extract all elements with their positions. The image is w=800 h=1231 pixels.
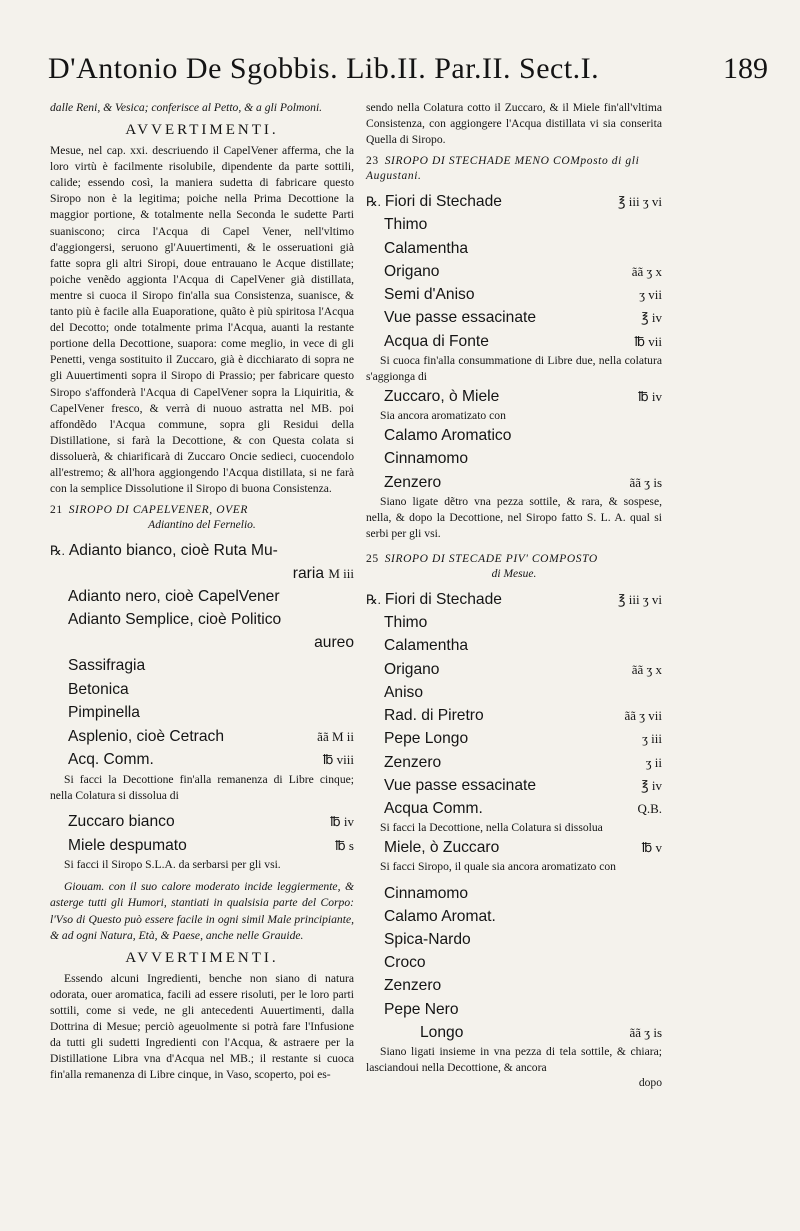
ingredient-row: [366, 471, 662, 494]
ingredient-row: [50, 748, 354, 772]
ingredient-qty: ℥ iv: [641, 777, 662, 793]
ingredient-row: [366, 634, 662, 657]
intro-text: dalle Reni, & Vesica; conferisce al Petto, & a gli Polmoni.: [50, 101, 323, 114]
ingredient-name: Adianto nero, cioè CapelVener: [68, 587, 280, 605]
ingredient-name: Pimpinella: [68, 704, 140, 722]
recipe-21-instructions-1: Si facci la Decottione fin'alla remanenza di Libre cinque; nella Colatura si dissolua di: [50, 772, 354, 802]
ingredient-row: [50, 585, 354, 609]
ingredient-name: Acqua di Fonte: [384, 332, 489, 350]
ingredient-row: [366, 611, 662, 634]
recipe-21-subtitle: Adiantino del Fernelio.: [148, 519, 256, 532]
ingredient-row: [366, 330, 662, 353]
ingredient-row: [366, 424, 662, 447]
ingredient-row: [366, 727, 662, 750]
ingredient-row: [50, 608, 354, 632]
ingredient-row: [366, 681, 662, 704]
ingredient-name: Longo: [420, 1023, 464, 1041]
ingredient-name: aureo: [314, 633, 354, 651]
ingredient-name: Vue passe essacinate: [384, 776, 536, 794]
ingredient-row: [366, 751, 662, 774]
ingredient-name: Thimo: [384, 614, 428, 632]
recipe-23-title: [366, 154, 662, 184]
ingredient-row: [50, 632, 354, 654]
recipe-symbol: ℞.: [366, 194, 381, 210]
recipe-21-title: [50, 503, 354, 533]
recipe-25-instructions-3: Siano ligati insieme in vna pezza di tela sottile, & chiara; lasciandoui nella Decottione, & ancora: [366, 1044, 662, 1075]
ingredient-row: [366, 974, 662, 997]
recipe-25-title: [366, 552, 662, 582]
recipe-25-subtitle: di Mesue.: [491, 568, 537, 581]
ingredient-qty: ℔ vii: [634, 333, 662, 349]
recipe-25-number: 25: [366, 553, 379, 566]
ingredient-name: Calamo Aromatico: [384, 427, 512, 445]
recipe-25-name: SIROPO DI STECADE PIV' COMPOSTO: [384, 553, 598, 566]
ingredient-row: [50, 563, 354, 585]
ingredient-qty: M iii: [328, 565, 354, 581]
ingredient-qty: ãã ʒ is: [629, 1024, 662, 1040]
ingredient-qty: ãã ʒ x: [631, 661, 662, 677]
ingredient-name: Asplenio, cioè Cetrach: [68, 727, 225, 745]
ingredient-name: Origano: [384, 660, 440, 678]
ingredient-name: Spica-Nardo: [384, 930, 471, 948]
recipe-21-name: SIROPO DI CAPELVENER, OVER: [68, 504, 249, 517]
ingredient-qty: ãã M ii: [317, 728, 354, 744]
ingredient-name: Adianto bianco, cioè Ruta Mu-: [68, 542, 278, 560]
ingredient-name: Miele, ò Zuccaro: [384, 839, 500, 857]
ingredient-name: Calamo Aromat.: [384, 907, 496, 925]
ingredient-name: Zenzero: [384, 473, 442, 491]
ingredient-qty: ℥ iv: [641, 310, 662, 326]
ingredient-row: [366, 658, 662, 681]
header-title: D'Antonio De Sgobbis. Lib.II. Par.II. Sect.I.: [48, 52, 600, 85]
recipe-25-instructions-2: Si facci Siropo, il quale sia ancora aromatizato con: [380, 860, 616, 874]
recipe-21-instructions-2: Si facci il Siropo S.L.A. da serbarsi per gli vsi.: [64, 858, 281, 872]
ingredient-row: [366, 283, 662, 306]
ingredient-qty: ʒ ii: [645, 754, 662, 770]
advertimenti-heading-1: AVVERTIMENTI.: [125, 122, 279, 139]
ingredient-row: [366, 882, 662, 905]
ingredient-row: [366, 704, 662, 727]
advertimenti-heading-2: AVVERTIMENTI.: [125, 949, 279, 966]
ingredient-qty: Q.B.: [637, 800, 662, 816]
recipe-25-ingredients: [366, 588, 662, 820]
recipe-23-number: 23: [366, 155, 379, 168]
ingredient-row: [50, 654, 354, 678]
ingredient-name: Pepe Nero: [384, 1000, 459, 1018]
ingredient-name: Zuccaro, ò Miele: [384, 387, 500, 405]
ingredient-name: Aniso: [384, 683, 424, 701]
ingredient-row: [50, 678, 354, 702]
recipe-23-instructions-1: Si cuoca fin'alla consummatione di Libre due, nella colatura s'aggionga di: [366, 353, 662, 383]
ingredient-qty: ãã ʒ vii: [624, 708, 662, 724]
ingredient-qty: ʒ iii: [642, 731, 662, 747]
ingredient-name: Acqua Comm.: [384, 799, 483, 817]
ingredient-qty: ℥ iii ʒ vi: [618, 592, 662, 608]
ingredient-name: Cinnamomo: [384, 450, 469, 468]
advertimenti-text-1: Mesue, nel cap. xxi. descriuendo il CapelVener afferma, che la loro virtù è facilmente risolubile, dipendente da parte sottili, calide; essendo così, la maniera sudetta di fabricare questo Siropo non è la legitima; poiche nella Prima Decottione la maggior portione, & totalmente nella Seconda le sudette Parti suaniscono; circa l'Acqua di Capel Vener, nell'vltimo d'aggiongersi, seruono gl'Auuertimenti, & le osseruationi già fatte sopra gli altri Siropi, doue entrauano le Acque distillate; poiche venẽdo aggionta l'Acqua di CapelVener già distillata, mentre si cuoca il Siropo fin'alla sua Consistenza, suanisce, & tanto più è facile alla Euaporatione, quãto è più spiritosa l'Acqua del Decotto; onde totalmente prima l'Acqua, auanti la restante portione della Decottione, suapora: come meglio, in vece di gli Penetti, venga sostituito il Zuccaro, già è dicchiarato di sopra ne gli Auuertimenti sopra il Siropo di Prassio; per fabricare questo Siropo s'affonderà l'Acqua di CapelVener sopra la Liquiritia, & CapelVener fresco, & verrà di nuouo astratta nel MB. poi affondẽdo l'Acqua commune, sopra gli Residui della Distillatione, si farà la Decottione, & con Questa colata si dissoluerà, & chiarificarà di Zuccaro Oncie sedieci, cuocendolo all'estremo; & all'hora aggiongendo l'Acqua distillata, si ne farà con la semplice Dissolutione il Siropo di buona Consistenza.: [50, 144, 354, 496]
ingredient-row: [50, 701, 354, 725]
ingredient-qty: ℔ s: [335, 837, 354, 853]
ingredient-name: Acq. Comm.: [68, 751, 154, 769]
catchword: dopo: [638, 1076, 662, 1090]
ingredient-row: [366, 951, 662, 974]
ingredient-row: [366, 190, 662, 213]
ingredient-name: Pepe Longo: [384, 730, 469, 748]
ingredient-name: Vue passe essacinate: [384, 309, 536, 327]
ingredient-qty: ãã ʒ x: [631, 263, 662, 279]
ingredient-row: [50, 810, 354, 834]
ingredient-name: Fiori di Stechade: [384, 193, 502, 211]
ingredient-row: [366, 447, 662, 470]
ingredient-row: [366, 306, 662, 329]
ingredient-name: Thimo: [384, 216, 428, 234]
ingredient-name: Origano: [384, 262, 440, 280]
ingredient-qty: ℥ iii ʒ vi: [618, 194, 662, 210]
running-header: [48, 52, 768, 86]
ingredient-row: [366, 998, 662, 1021]
recipe-23-ingredients: [366, 190, 662, 352]
recipe-25-instructions-1: Si facci la Decottione, nella Colatura si dissolua: [380, 821, 603, 835]
ingredient-name: Zenzero: [384, 977, 442, 995]
ingredient-name: Miele despumato: [68, 836, 187, 854]
ingredient-name: Fiori di Stechade: [384, 591, 502, 609]
ingredient-name: Calamentha: [384, 239, 469, 257]
ingredient-qty: ʒ vii: [639, 287, 662, 303]
ingredient-name: Croco: [384, 954, 426, 972]
ingredient-name: Sassifragia: [68, 656, 146, 674]
ingredient-name: Semi d'Aniso: [384, 286, 475, 304]
ingredient-name: Zenzero: [384, 753, 442, 771]
ingredient-qty: ℔ viii: [322, 752, 354, 768]
ingredient-row: [366, 928, 662, 951]
recipe-symbol: ℞.: [366, 592, 381, 608]
recipe-21-ingredients: [50, 539, 354, 772]
ingredient-row: [366, 905, 662, 928]
ingredient-row: [366, 260, 662, 283]
recipe-23-name: SIROPO DI STECHADE MENO COMposto di gli Augustani.: [366, 155, 640, 183]
ingredient-row: [366, 836, 662, 859]
ingredient-qty: ãã ʒ is: [629, 474, 662, 490]
ingredient-name: raria: [292, 564, 324, 582]
continued-text: sendo nella Colatura cotto il Zuccaro, & il Miele fin'all'vltima Consistenza, con aggiongere l'Acqua distillata vi sia conserita Quella di Siropo.: [366, 101, 662, 147]
recipe-23-instructions-2: Sia ancora aromatizato con: [380, 409, 506, 423]
ingredient-row: [366, 1021, 662, 1044]
ingredient-row: [366, 774, 662, 797]
ingredient-row: [366, 385, 662, 408]
ingredient-qty: ℔ v: [641, 840, 662, 856]
ingredient-name: Rad. di Piretro: [384, 707, 484, 725]
right-column: [366, 100, 662, 1092]
ingredient-name: Cinnamomo: [384, 884, 469, 902]
ingredient-row: [366, 213, 662, 236]
ingredient-name: Zuccaro bianco: [68, 813, 175, 831]
ingredient-qty: ℔ iv: [638, 388, 662, 404]
ingredient-row: [50, 834, 354, 858]
recipe-21-number: 21: [50, 504, 63, 517]
left-column: [50, 100, 354, 1083]
ingredient-row: [366, 588, 662, 611]
ingredient-row: [366, 237, 662, 260]
ingredient-name: Calamentha: [384, 637, 469, 655]
page-number: 189: [723, 52, 768, 85]
recipe-symbol: ℞.: [50, 543, 65, 559]
ingredient-name: Adianto Semplice, cioè Politico: [68, 611, 282, 629]
ingredient-row: [50, 725, 354, 749]
ingredient-row: [366, 797, 662, 820]
ingredient-row: [50, 539, 354, 563]
ingredient-name: Betonica: [68, 680, 129, 698]
advertimenti-text-2: Essendo alcuni Ingredienti, benche non siano di natura odorata, ouer aromatica, facili ad essere risoluti, per le loro parti sottili, come si vede, ne gli antecedenti Auuertimenti, dalla Dottrina di Mesue; perciò ageuolmente si potrà fare l'Infusione da tutti gli sudetti Ingredienti con l'Acqua, & astraere per la Distillatione Libra vna d'Acqua nel MB.; il restante si cuoca fin'alla remanenza di Libre cinque, in Vaso, scoperto, poi es-: [50, 971, 354, 1082]
ingredient-qty: ℔ iv: [330, 814, 354, 830]
recipe-23-instructions-3: Siano ligate dẽtro vna pezza sottile, & rara, & sospese, nella, & dopo la Decottione, nel Siropo fatto S. L. A. qual si serbi per gli vsi.: [366, 494, 662, 540]
recipe-21-virtues: Giouam. con il suo calore moderato incide leggiermente, & asterge tutti gli Humori, stantiati in qualsisia parte del Corpo: l'Vso di Questo può essere facile in ogni simil Male principiante, & ad ogni Natura, Età, & Paese, anche nelle Grauide.: [50, 880, 354, 942]
